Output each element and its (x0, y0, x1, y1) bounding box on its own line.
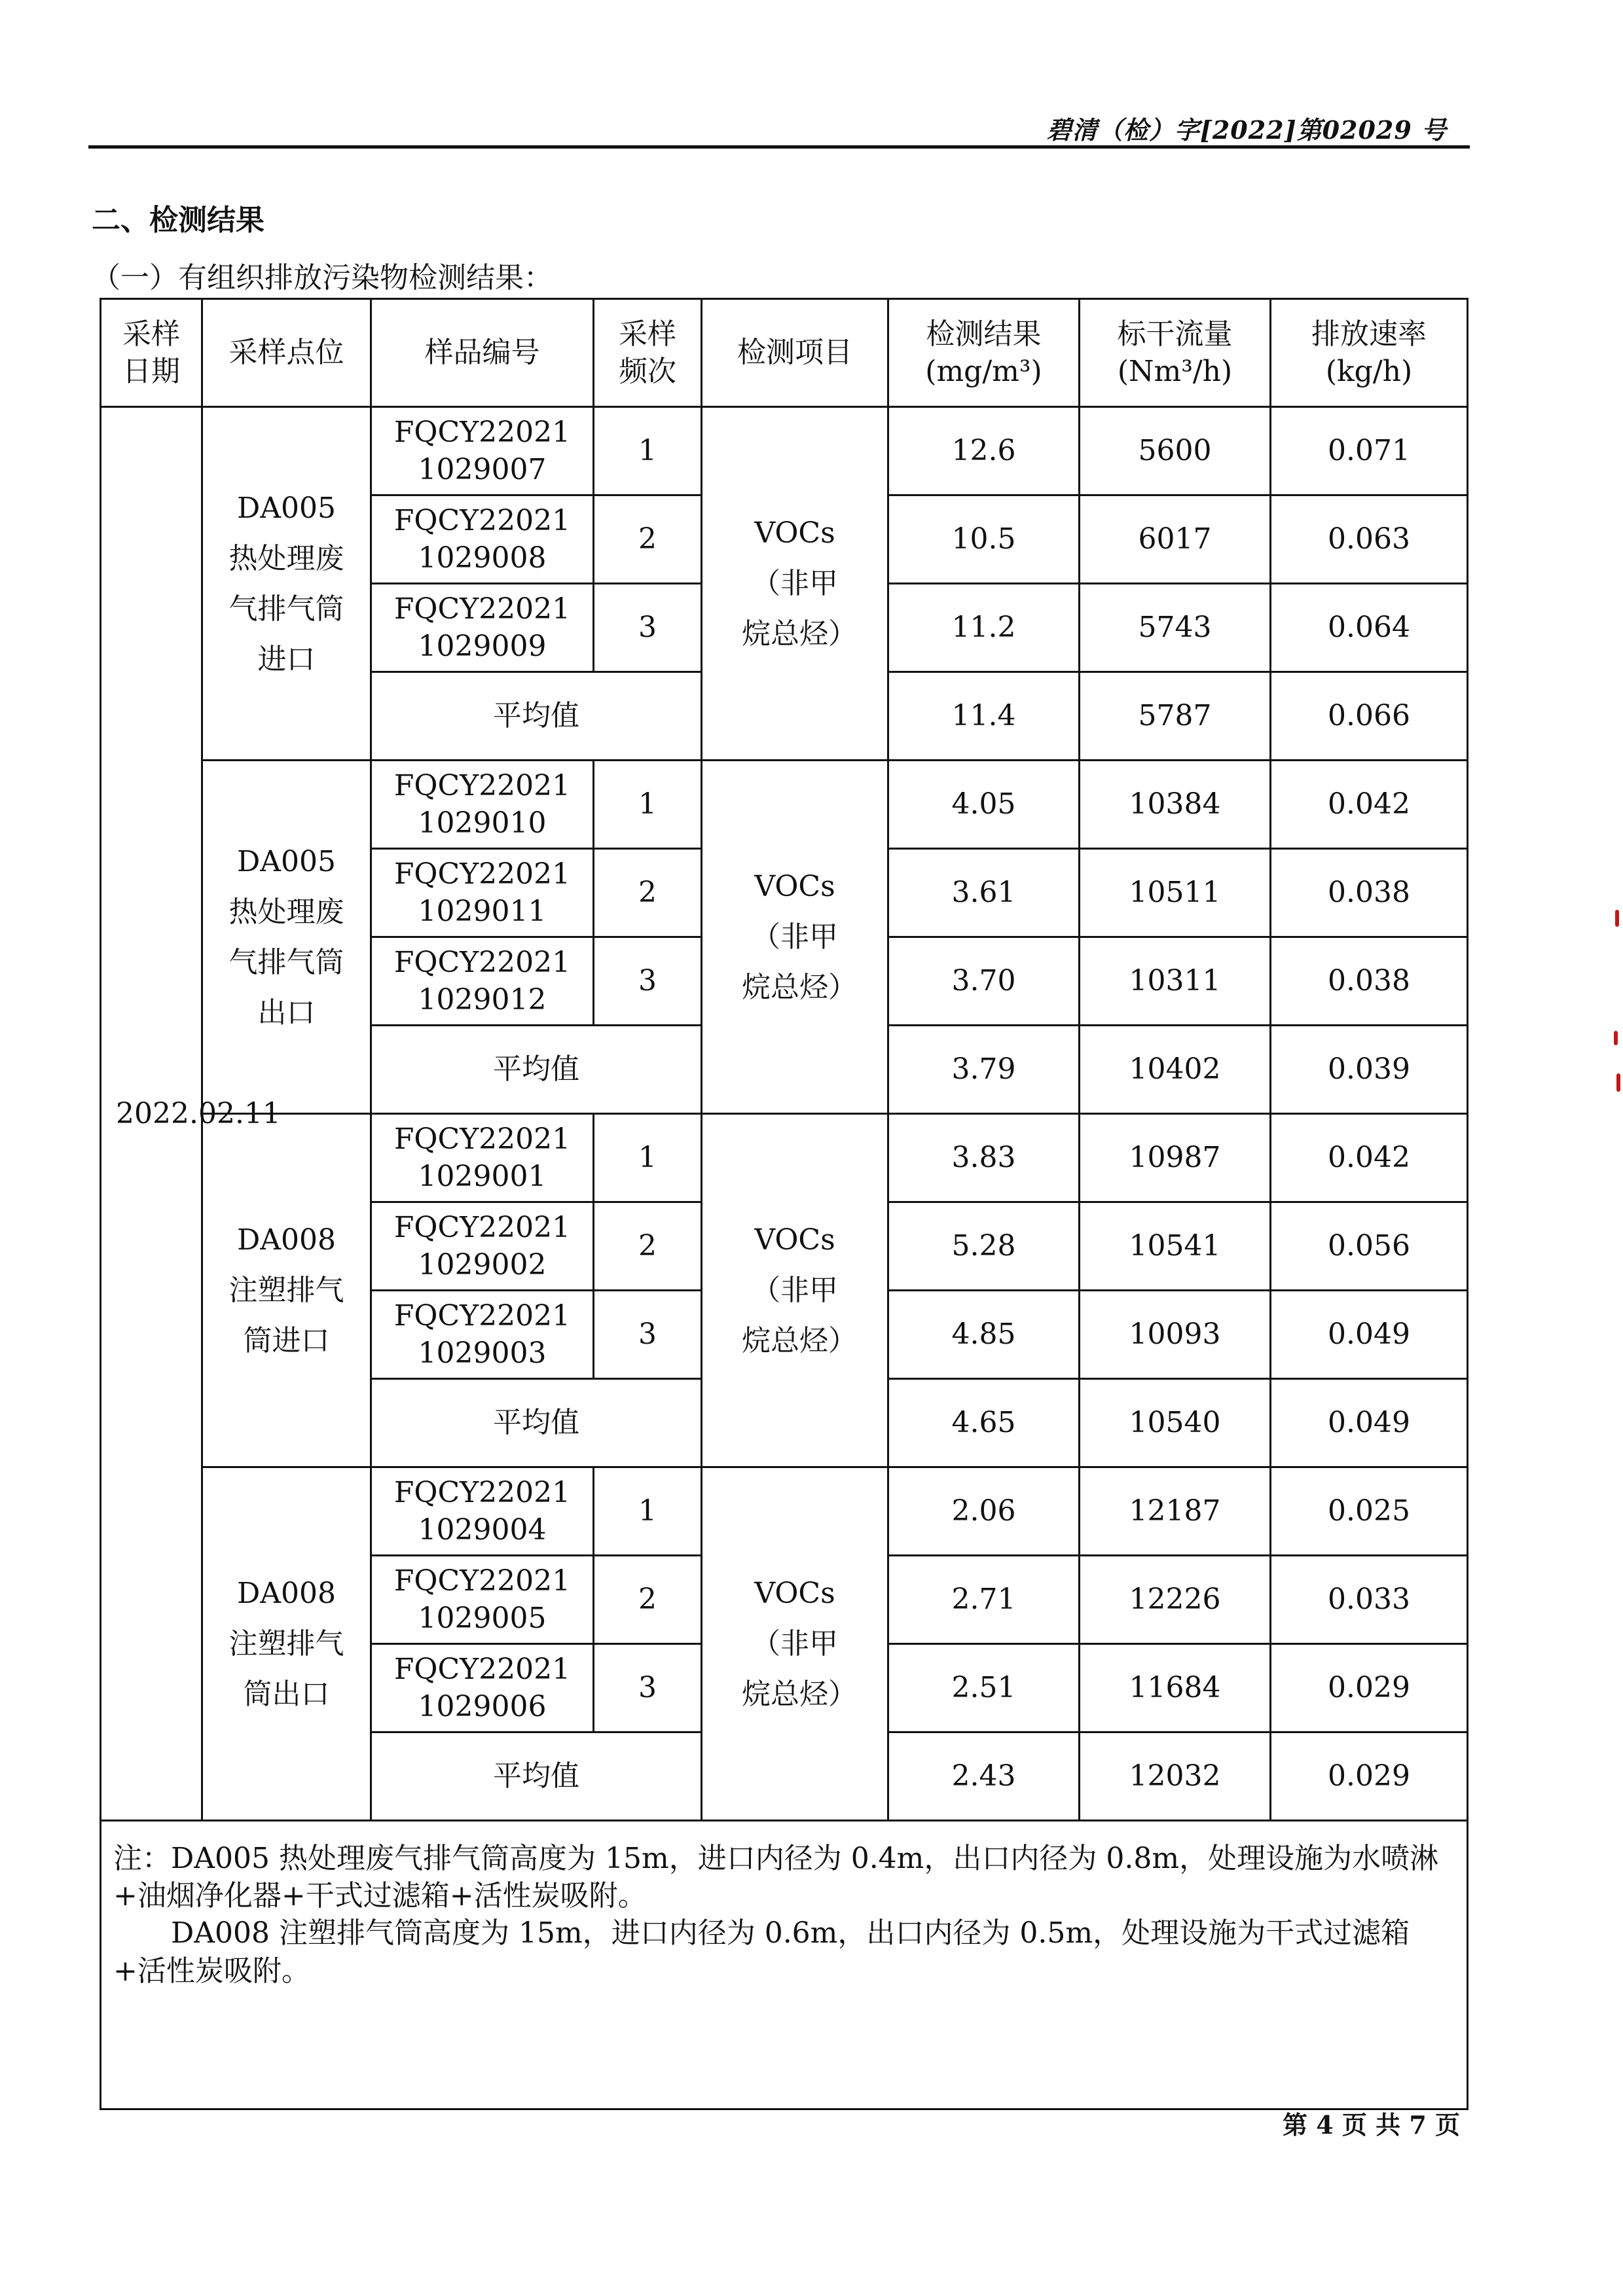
header-sample-no: 样品编号 (371, 299, 594, 407)
sample-number: FQCY220211029002 (371, 1202, 594, 1291)
average-flow: 5787 (1080, 672, 1271, 761)
note-row (101, 1821, 1468, 2109)
average-result: 3.79 (888, 1026, 1080, 1114)
test-item: VOCs（非甲烷总烃） (702, 1114, 888, 1467)
sampling-frequency: 2 (594, 1202, 702, 1291)
standard-flow: 10311 (1080, 937, 1271, 1026)
page-number: 第 4 页 共 7 页 (1282, 2110, 1460, 2140)
seal-mark (1614, 1031, 1618, 1045)
standard-flow: 12187 (1080, 1467, 1271, 1556)
header-item: 检测项目 (702, 299, 888, 407)
sampling-frequency: 1 (594, 1114, 702, 1202)
table-row (101, 761, 1468, 849)
sampling-point: DA005热处理废气排气筒出口 (202, 761, 371, 1114)
sampling-point: DA005热处理废气排气筒进口 (202, 407, 371, 761)
sampling-frequency: 3 (594, 1291, 702, 1379)
test-item: VOCs（非甲烷总烃） (702, 761, 888, 1114)
test-result: 3.61 (888, 849, 1080, 937)
emission-rate: 0.038 (1271, 849, 1468, 937)
sampling-frequency: 3 (594, 937, 702, 1026)
standard-flow: 6017 (1080, 495, 1271, 584)
sample-number: FQCY220211029007 (371, 407, 594, 495)
average-label: 平均值 (371, 672, 702, 761)
sampling-frequency: 1 (594, 407, 702, 495)
average-rate: 0.029 (1271, 1732, 1468, 1821)
emission-rate: 0.025 (1271, 1467, 1468, 1556)
sampling-frequency: 1 (594, 1467, 702, 1556)
header-flow: 标干流量(Nm³/h) (1080, 299, 1271, 407)
standard-flow: 10511 (1080, 849, 1271, 937)
sample-number: FQCY220211029012 (371, 937, 594, 1026)
average-flow: 10540 (1080, 1379, 1271, 1467)
test-result: 5.28 (888, 1202, 1080, 1291)
standard-flow: 10541 (1080, 1202, 1271, 1291)
sampling-frequency: 3 (594, 1644, 702, 1732)
sample-number: FQCY220211029009 (371, 584, 594, 672)
sample-number: FQCY220211029011 (371, 849, 594, 937)
header-date: 采样日期 (101, 299, 202, 407)
standard-flow: 10384 (1080, 761, 1271, 849)
header-point: 采样点位 (202, 299, 371, 407)
standard-flow: 5600 (1080, 407, 1271, 495)
note-da005: 注：DA005 热处理废气排气筒高度为 15m，进口内径为 0.4m，出口内径为 0.8m，处理设施为水喷淋+油烟净化器+干式过滤箱+活性炭吸附。 (113, 1842, 1439, 1913)
sample-number: FQCY220211029006 (371, 1644, 594, 1732)
sample-number: FQCY220211029008 (371, 495, 594, 584)
test-result: 3.70 (888, 937, 1080, 1026)
sample-number: FQCY220211029010 (371, 761, 594, 849)
note-cell (101, 1821, 1468, 2109)
emission-rate: 0.049 (1271, 1291, 1468, 1379)
table-header-row (101, 299, 1468, 407)
emission-rate: 0.033 (1271, 1556, 1468, 1644)
average-result: 4.65 (888, 1379, 1080, 1467)
standard-flow: 10987 (1080, 1114, 1271, 1202)
note-da008: DA008 注塑排气筒高度为 15m，进口内径为 0.6m，出口内径为 0.5m，处理设施为干式过滤箱+活性炭吸附。 (113, 1916, 1410, 1988)
average-rate: 0.049 (1271, 1379, 1468, 1467)
emission-rate: 0.029 (1271, 1644, 1468, 1732)
average-label: 平均值 (371, 1379, 702, 1467)
report-reference-number: 碧清（检）字[2022]第02029 号 (1046, 115, 1447, 145)
sample-number: FQCY220211029003 (371, 1291, 594, 1379)
emission-rate: 0.063 (1271, 495, 1468, 584)
seal-mark (1615, 910, 1619, 927)
standard-flow: 10093 (1080, 1291, 1271, 1379)
header-rate: 排放速率(kg/h) (1271, 299, 1468, 407)
results-table (100, 298, 1468, 2110)
emission-rate: 0.042 (1271, 1114, 1468, 1202)
test-result: 3.83 (888, 1114, 1080, 1202)
test-result: 11.2 (888, 584, 1080, 672)
sampling-frequency: 2 (594, 849, 702, 937)
test-result: 4.05 (888, 761, 1080, 849)
sampling-frequency: 2 (594, 1556, 702, 1644)
sample-number: FQCY220211029004 (371, 1467, 594, 1556)
table-row (101, 407, 1468, 495)
sampling-frequency: 1 (594, 761, 702, 849)
sampling-point: DA008注塑排气筒出口 (202, 1467, 371, 1821)
standard-flow: 11684 (1080, 1644, 1271, 1732)
standard-flow: 12226 (1080, 1556, 1271, 1644)
test-result: 2.06 (888, 1467, 1080, 1556)
average-result: 11.4 (888, 672, 1080, 761)
emission-rate: 0.056 (1271, 1202, 1468, 1291)
seal-mark (1616, 1073, 1620, 1092)
emission-rate: 0.038 (1271, 937, 1468, 1026)
average-rate: 0.039 (1271, 1026, 1468, 1114)
average-result: 2.43 (888, 1732, 1080, 1821)
test-item: VOCs（非甲烷总烃） (702, 407, 888, 761)
average-label: 平均值 (371, 1026, 702, 1114)
emission-rate: 0.071 (1271, 407, 1468, 495)
sampling-frequency: 3 (594, 584, 702, 672)
header-freq: 采样频次 (594, 299, 702, 407)
sampling-date: 2022.02.11 (101, 407, 202, 1821)
emission-rate: 0.064 (1271, 584, 1468, 672)
sampling-point: DA008注塑排气筒进口 (202, 1114, 371, 1467)
test-item: VOCs（非甲烷总烃） (702, 1467, 888, 1821)
test-result: 12.6 (888, 407, 1080, 495)
test-result: 2.71 (888, 1556, 1080, 1644)
test-result: 10.5 (888, 495, 1080, 584)
header-result: 检测结果(mg/m³) (888, 299, 1080, 407)
sample-number: FQCY220211029005 (371, 1556, 594, 1644)
sampling-frequency: 2 (594, 495, 702, 584)
emission-rate: 0.042 (1271, 761, 1468, 849)
average-rate: 0.066 (1271, 672, 1468, 761)
table-row (101, 1467, 1468, 1556)
header-rule (88, 145, 1470, 149)
test-result: 4.85 (888, 1291, 1080, 1379)
average-flow: 10402 (1080, 1026, 1271, 1114)
sample-number: FQCY220211029001 (371, 1114, 594, 1202)
test-result: 2.51 (888, 1644, 1080, 1732)
average-flow: 12032 (1080, 1732, 1271, 1821)
standard-flow: 5743 (1080, 584, 1271, 672)
section-title: 二、检测结果 (92, 204, 264, 237)
sub-title: （一）有组织排放污染物检测结果： (92, 261, 553, 295)
table-row (101, 1114, 1468, 1202)
average-label: 平均值 (371, 1732, 702, 1821)
